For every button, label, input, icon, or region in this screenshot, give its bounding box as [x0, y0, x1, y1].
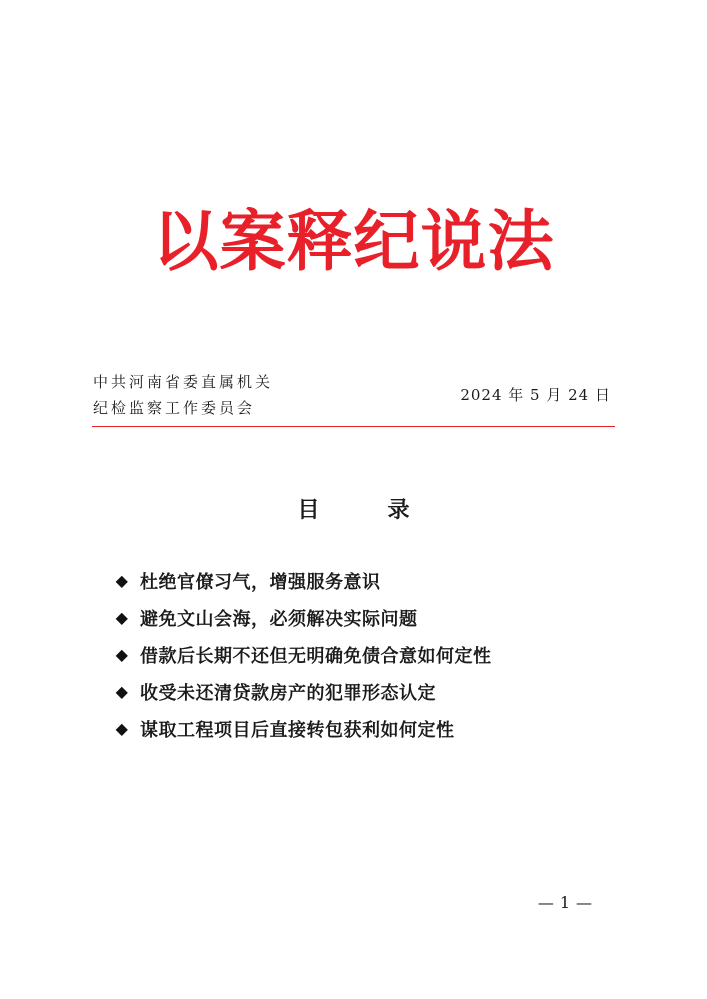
toc-item[interactable]	[112, 710, 492, 747]
diamond-icon: ◆	[115, 608, 129, 627]
diamond-icon: ◆	[115, 645, 129, 664]
toc-item-label: 借款后长期不还但无明确免债合意如何定性	[140, 645, 492, 667]
toc-list	[112, 562, 492, 747]
toc-item[interactable]	[112, 599, 492, 636]
masthead-title: 以案释纪说法	[152, 202, 555, 280]
diamond-icon: ◆	[115, 571, 129, 590]
page-number-value: 1	[559, 893, 570, 912]
toc-item[interactable]	[112, 562, 492, 599]
toc-item-label: 杜绝官僚习气，增强服务意识	[140, 571, 381, 593]
issuer-line-2: 纪检监察工作委员会	[93, 399, 256, 417]
diamond-icon: ◆	[115, 682, 129, 701]
page-dash-right: —	[576, 893, 592, 912]
issue-date: 2024 年 5 月 24 日	[460, 386, 611, 404]
issuer-line-1: 中共河南省委直属机关	[93, 373, 274, 391]
toc-item-label: 谋取工程项目后直接转包获利如何定性	[140, 719, 455, 741]
diamond-icon: ◆	[115, 719, 129, 738]
issuer-block	[93, 369, 273, 421]
page-number	[532, 892, 598, 914]
toc-item[interactable]	[112, 673, 492, 710]
toc-title-char-1: 目	[297, 497, 320, 523]
toc-title	[0, 492, 707, 528]
toc-item-label: 避免文山会海，必须解决实际问题	[140, 608, 418, 630]
toc-item[interactable]	[112, 636, 492, 673]
page-dash-left: —	[537, 893, 554, 912]
toc-item-label: 收受未还清贷款房产的犯罪形态认定	[140, 682, 436, 704]
header-divider	[92, 426, 615, 427]
toc-title-char-2: 录	[387, 497, 410, 523]
